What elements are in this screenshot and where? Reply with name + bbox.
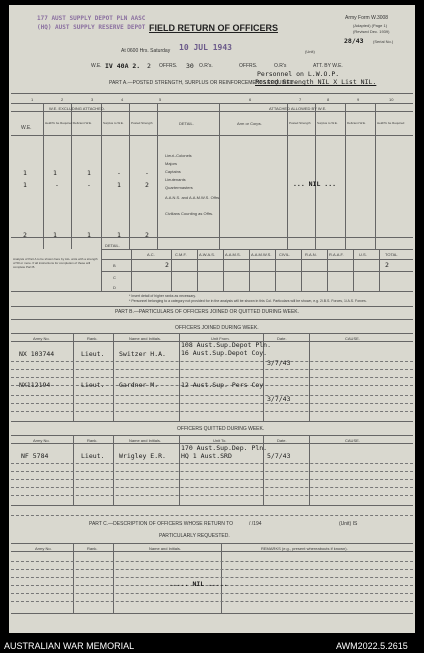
detail-head: DETAIL. bbox=[105, 243, 120, 248]
army-form-label: Army Form W.3008 bbox=[345, 15, 389, 21]
detail-head-aams: A.A.M.S. bbox=[225, 252, 241, 257]
joined-1-armyno: NX 103744 bbox=[19, 350, 55, 358]
col-head-4: Posted Strength bbox=[131, 121, 153, 125]
total-held: 1 bbox=[53, 231, 57, 239]
total-posted: 2 bbox=[145, 231, 149, 239]
joined-1-rank: Lieut. bbox=[81, 350, 105, 358]
detail-head-total: TOTAL bbox=[385, 252, 398, 257]
rank-civilians: Civilians Counting as Offrs. bbox=[165, 211, 214, 216]
lwop-note: Personnel on L.W.O.P. bbox=[257, 70, 340, 78]
offrs2-label: OFFRS. bbox=[239, 63, 258, 69]
col-number-6: 6 bbox=[249, 97, 252, 102]
quitted-1-rank: Lieut. bbox=[81, 452, 105, 460]
we-column-head: W.E. bbox=[21, 125, 32, 131]
col-head-detail: DETAIL. bbox=[179, 121, 194, 126]
unit-stamp-line1: 177 AUST SUPPLY DEPOT PLN AASC bbox=[37, 15, 146, 22]
surplus-row1: - bbox=[117, 169, 121, 177]
joined-col-unit: Unit From. bbox=[211, 336, 230, 341]
joined-2-name: Gardner M. bbox=[119, 381, 159, 389]
total-we: 2 bbox=[23, 231, 27, 239]
part-c-unit-label: (Unit) IS bbox=[339, 521, 358, 527]
col-number-3: 3 bbox=[91, 97, 94, 102]
total-surplus: 1 bbox=[117, 231, 121, 239]
joined-col-armyno: Army No. bbox=[33, 336, 50, 341]
col-number-10: 10 bbox=[389, 97, 394, 102]
part-c-requested: PARTICULARLY REQUESTED. bbox=[159, 533, 230, 539]
form-title: FIELD RETURN OF OFFICERS bbox=[149, 23, 278, 33]
col-head-surplus: Surplus to W.E. bbox=[317, 121, 338, 125]
joined-2-armyno: NX112194 bbox=[19, 381, 51, 389]
posted-row2: 2 bbox=[145, 181, 149, 189]
part-c-col-name: Name and Initials. bbox=[149, 546, 182, 551]
joined-col-date: Date. bbox=[277, 336, 287, 341]
col-head-held: Held/To be Required bbox=[377, 121, 405, 125]
col-head-2: Deficient W.E. bbox=[73, 121, 92, 125]
joined-2-date: 3/7/43 bbox=[267, 395, 291, 403]
deficient-row1: 1 bbox=[87, 169, 91, 177]
rank-lt-colonels: Lieut.-Colonels bbox=[165, 153, 192, 158]
detail-head-awas: A.W.A.S. bbox=[199, 252, 216, 257]
held-row1: 1 bbox=[53, 169, 57, 177]
detail-head-civil: CIVIL. bbox=[279, 252, 291, 257]
unit-stamp-line2: (HQ) AUST SUPPLY RESERVE DEPOT bbox=[37, 24, 146, 31]
we-excluding-attached-label: W.E. EXCLUDING ATTACHED. bbox=[49, 106, 105, 111]
detail-row-b: B bbox=[113, 263, 116, 268]
posted-strength-note: Posted Strength NIL X List NIL. bbox=[255, 78, 377, 86]
we-row2: 1 bbox=[23, 181, 27, 189]
joined-1-unit-line1: 108 Aust.Sup.Depot Pln. bbox=[181, 341, 272, 349]
col-head-1: Held/To be Required bbox=[45, 121, 73, 125]
quitted-col-armyno: Army No. bbox=[33, 438, 50, 443]
col-number-5: 5 bbox=[159, 97, 162, 102]
footnote-1: * Insert detail of higher ranks as necessary. bbox=[129, 294, 196, 298]
rank-quartermasters: Quartermasters bbox=[165, 185, 193, 190]
analysis-note: Analysis of Part A to be shown here by ALL units with a strength of 50 or more. If all instructions for completion of these will complete Part B. bbox=[13, 257, 98, 269]
rank-majors: Majors bbox=[165, 161, 178, 166]
ors-label: O.R's. bbox=[199, 63, 213, 69]
revised-label: (Revised Dec. 1939) bbox=[353, 29, 390, 34]
col-number-4: 4 bbox=[121, 97, 124, 102]
posted-row1: - bbox=[145, 169, 149, 177]
quitted-col-rank: Rank. bbox=[87, 438, 98, 443]
held-row2: - bbox=[55, 181, 59, 189]
offrs-label: OFFRS. bbox=[159, 63, 178, 69]
serial-number: 28/43 bbox=[344, 37, 364, 45]
rank-captains: Captains bbox=[165, 169, 181, 174]
quitted-title: OFFICERS QUITTED DURING WEEK. bbox=[177, 426, 265, 432]
detail-ac-value: 2 bbox=[165, 261, 169, 269]
col-head-arm: Arm or Corps. bbox=[237, 121, 262, 126]
total-deficient: 1 bbox=[87, 231, 91, 239]
part-c-title: PART C.—DESCRIPTION OF OFFICERS WHOSE RETURN TO bbox=[89, 521, 233, 527]
col-number-9: 9 bbox=[357, 97, 360, 102]
col-head-deficient: Deficient W.E. bbox=[347, 121, 366, 125]
detail-head-ran: R.A.N. bbox=[305, 252, 317, 257]
quitted-col-date: Date. bbox=[277, 438, 287, 443]
detail-head-cmf: C.M.F. bbox=[175, 252, 187, 257]
quitted-1-unit-line1: 170 Aust.Sup.Dep. Pln. bbox=[181, 444, 268, 452]
footnote-2: * Personnel belonging to a category not provided for in the analysis will be shown in this Col. Particulars will be shown, e.g. 2i.B.S. Forces, 1i A.S. Forces. bbox=[129, 299, 367, 303]
joined-2-unit-line1: 12 Aust.Sup. Pers Coy bbox=[181, 381, 264, 389]
detail-head-us: U.S. bbox=[359, 252, 367, 257]
ors-value: 30 bbox=[186, 62, 194, 70]
joined-1-name: Switzer H.A. bbox=[119, 350, 166, 358]
part-c-nil: ..... NIL ..... bbox=[169, 580, 228, 588]
at-hours-label: At 0600 Hrs. Saturday bbox=[121, 48, 171, 54]
we-row1: 1 bbox=[23, 169, 27, 177]
deficient-row2: - bbox=[87, 181, 91, 189]
part-c-col-armyno: Army No. bbox=[35, 546, 52, 551]
quitted-col-cause: CAUSE. bbox=[345, 438, 360, 443]
col-number-1: 1 bbox=[31, 97, 34, 102]
part-c-col-rank: Rank. bbox=[87, 546, 98, 551]
rank-nursing: A.A.N.S. and A.A.M.W.S. Offrs. bbox=[165, 195, 221, 200]
footer-accession: AWM2022.5.2615 bbox=[336, 641, 408, 651]
quitted-col-unit: Unit To. bbox=[213, 438, 227, 443]
part-b-title: PART B.—PARTICULARS OF OFFICERS JOINED OR QUITTED DURING WEEK. bbox=[115, 309, 300, 315]
surplus-row2: 1 bbox=[117, 181, 121, 189]
att-by-we-label: ATT. BY W.E. bbox=[313, 63, 343, 69]
part-c-date-blank: / /194 bbox=[249, 521, 262, 527]
quitted-1-armyno: NF 5784 bbox=[21, 452, 49, 460]
detail-head-raaf: R.A.A.F. bbox=[329, 252, 344, 257]
part-c-col-remarks: REMARKS (e.g., present whereabouts if known). bbox=[261, 546, 348, 551]
serial-label: (Serial No.) bbox=[373, 39, 394, 44]
footer-bar bbox=[0, 640, 424, 653]
col-head-3: Surplus to W.E. bbox=[103, 121, 124, 125]
document-page bbox=[9, 5, 415, 633]
unit-label: (Unit) bbox=[305, 49, 315, 54]
detail-total-value: 2 bbox=[385, 261, 389, 269]
detail-head-ac: A.C. bbox=[147, 252, 155, 257]
we-value: IV 40A 2. bbox=[105, 62, 141, 70]
adapted-label: (Adapted) (Page 1) bbox=[353, 23, 388, 28]
quitted-1-name: Wrigley E.R. bbox=[119, 452, 166, 460]
joined-2-rank: Lieut. bbox=[81, 381, 105, 389]
we-label: W.E. bbox=[91, 63, 102, 69]
quitted-1-unit-line2: HQ 1 Aust.SRD bbox=[181, 452, 232, 460]
date-stamp: 10 JUL 1943 bbox=[179, 43, 232, 52]
joined-col-name: Name and Initials. bbox=[129, 336, 162, 341]
part-a-title: PART A.—POSTED STRENGTH, SURPLUS OR REINFORCEMENTS REQUIRED. bbox=[109, 80, 295, 86]
attached-nil: ... NIL ... bbox=[293, 180, 337, 188]
detail-row-d: D bbox=[113, 285, 116, 290]
detail-head-aamws: A.A.M.W.S. bbox=[251, 252, 272, 257]
rank-lieutenants: Lieutenants bbox=[165, 177, 186, 182]
detail-row-c: C bbox=[113, 275, 116, 280]
footer-institution: AUSTRALIAN WAR MEMORIAL bbox=[4, 641, 135, 651]
attached-allowed-label: ATTACHED ALLOWED BY W.E. bbox=[269, 106, 327, 111]
offrs-value: 2 bbox=[147, 62, 151, 70]
joined-1-date: 3/7/43 bbox=[267, 359, 291, 367]
quitted-col-name: Name and Initials. bbox=[129, 438, 162, 443]
joined-col-cause: CAUSE. bbox=[345, 336, 360, 341]
col-head-posted: Posted Strength bbox=[289, 121, 311, 125]
quitted-1-date: 5/7/43 bbox=[267, 452, 291, 460]
joined-title: OFFICERS JOINED DURING WEEK. bbox=[175, 325, 259, 331]
col-number-7: 7 bbox=[299, 97, 302, 102]
joined-col-rank: Rank. bbox=[87, 336, 98, 341]
col-number-2: 2 bbox=[61, 97, 64, 102]
ors2-label: O.R's bbox=[274, 63, 287, 69]
joined-1-unit-line2: 16 Aust.Sup.Depot Coy. bbox=[181, 349, 268, 357]
col-number-8: 8 bbox=[327, 97, 330, 102]
